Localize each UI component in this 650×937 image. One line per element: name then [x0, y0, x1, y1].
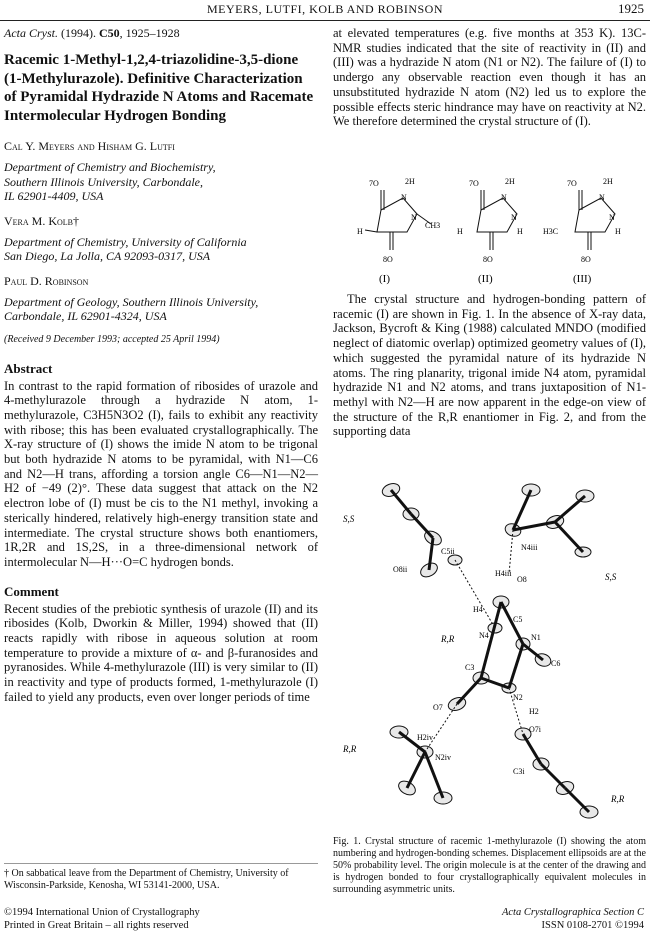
author-group-1: Cal Y. Meyers and Hisham G. Lutfi	[4, 139, 175, 153]
svg-text:N: N	[401, 193, 407, 202]
svg-text:N1: N1	[531, 633, 541, 642]
label-ss-right: S,S	[605, 572, 617, 582]
page-number: 1925	[618, 1, 644, 16]
svg-text:O8: O8	[517, 575, 527, 584]
footer-left: ©1994 International Union of Crystallography Printed in Great Britain – all rights reserved	[4, 907, 200, 931]
author-group-3: Paul D. Robinson	[4, 273, 89, 288]
caption-III: (III)	[573, 273, 592, 285]
affiliation-1: Department of Chemistry and Biochemistry, Southern Illinois University, Carbondale, IL 62901-4409, USA	[4, 160, 216, 203]
label-rr-center: R,R	[441, 634, 455, 644]
svg-text:H: H	[357, 227, 363, 236]
svg-text:N: N	[501, 193, 507, 202]
svg-text:N: N	[609, 213, 615, 222]
svg-text:H4: H4	[473, 605, 483, 614]
svg-text:O7i: O7i	[529, 725, 541, 734]
svg-text:7O: 7O	[369, 179, 379, 188]
left-column	[4, 26, 318, 705]
right-paragraph-2: The crystal structure and hydrogen-bonding pattern of racemic (I) are shown in Fig. 1. In the absence of X-ray data, Jackson, Bycroft & King (1988) calculated MNDO (modified neglect of diatomic overlap) optimized geometry values of (I), which suggested the pyramidal nature of its hydrazide N atoms. The ring planarity, trigonal imide N4 atom, pyramidal hydrazide N1 and N2 atoms, and trans juxtaposition of N1-methyl with N2—H are now apparent in the edge-on view of the structure of the R,R enantiomer in Fig. 2, and from the supporting data	[333, 292, 646, 439]
affiliation-2: Department of Chemistry, University of California San Diego, La Jolla, CA 92093-0317, USA	[4, 234, 247, 263]
svg-text:H2: H2	[529, 707, 539, 716]
abstract-heading: Abstract	[4, 360, 53, 376]
svg-text:N: N	[411, 213, 417, 222]
article-title: Racemic 1-Methyl-1,2,4-triazolidine-3,5-dione (1-Methylurazole). Definitive Characterization of Pyramidal Hydrazide N Atoms and Racemate Intermolecular Hydrogen Bonding	[4, 52, 314, 124]
chemical-structures	[333, 170, 646, 285]
svg-text:H: H	[517, 227, 523, 236]
svg-text:H3C: H3C	[543, 227, 559, 236]
svg-text:N4: N4	[479, 631, 489, 640]
svg-text:8O: 8O	[383, 255, 393, 264]
svg-text:N: N	[599, 193, 605, 202]
svg-text:N2iv: N2iv	[435, 753, 451, 762]
comment-heading: Comment	[4, 583, 59, 599]
svg-text:7O: 7O	[469, 179, 479, 188]
caption-II: (II)	[478, 273, 493, 285]
svg-text:O8ii: O8ii	[393, 565, 408, 574]
label-rr-left: R,R	[343, 744, 357, 754]
svg-text:CH3: CH3	[425, 221, 441, 230]
svg-text:C3i: C3i	[513, 767, 525, 776]
svg-text:O7: O7	[433, 703, 443, 712]
label-rr-right: R,R	[611, 794, 625, 804]
svg-text:N: N	[511, 213, 517, 222]
footnote: † On sabbatical leave from the Department of Chemistry, University of Wisconsin-Parkside, Kenosha, WI 53141-2000, USA.	[4, 863, 318, 892]
citation: Acta Cryst. (1994). C50, 1925–1928	[4, 26, 180, 40]
structure-III	[543, 177, 621, 264]
caption-I: (I)	[379, 273, 390, 285]
svg-text:H: H	[615, 227, 621, 236]
structure-I	[357, 177, 440, 264]
right-paragraph-1: at elevated temperatures (e.g. five months at 353 K). 13C-NMR studies indicated that the site of reactivity in (II) and (III) was a hydrazide N atom (N1 or N2). The failure of (I) to undergo any observable reaction even though it has an unsubstituted hydrazide N atom (N2) led us to explore the possible effects steric hindrance may have on reactivity at N2. We therefore determined the crystal structure of (I).	[333, 26, 646, 129]
svg-text:8O: 8O	[581, 255, 591, 264]
running-title: MEYERS, LUTFI, KOLB AND ROBINSON	[206, 2, 443, 16]
svg-text:H: H	[457, 227, 463, 236]
svg-text:C5ii: C5ii	[441, 547, 455, 556]
svg-text:N2: N2	[513, 693, 523, 702]
figure-caption: Fig. 1. Crystal structure of racemic 1-methylurazole (I) showing the atom numbering and hydrogen-bonding schemes. Displacement ellipsoids are at the 50% probability level. The origin molecule is at the center of the drawing and is hydrogen bonded to four crystallographically equivalent molecules in surrounding asymmetric units.	[333, 836, 646, 895]
author-group-2: Vera M. Kolb†	[4, 213, 80, 228]
svg-text:H4iii: H4iii	[495, 569, 512, 578]
svg-text:H2iv: H2iv	[417, 733, 433, 742]
svg-text:2H: 2H	[405, 177, 415, 186]
svg-text:C5: C5	[513, 615, 523, 624]
right-column-lower	[333, 292, 646, 439]
svg-text:C6: C6	[551, 659, 561, 668]
svg-text:8O: 8O	[483, 255, 493, 264]
svg-text:7O: 7O	[567, 179, 577, 188]
footer-right: Acta Crystallographica Section C ISSN 0108-2701 ©1994	[501, 907, 644, 931]
running-header	[0, 0, 650, 21]
label-ss-left: S,S	[343, 514, 355, 524]
svg-text:N4iii: N4iii	[521, 543, 538, 552]
svg-text:2H: 2H	[603, 177, 613, 186]
abstract-text: In contrast to the rapid formation of ribosides of urazole and 4-methylurazole through a hydrazide N atom, 1-methylurazole, C3H5N3O2 (I), fails to exhibit any reactivity with ribose; this has been evaluated crystallographically. The X-ray structure of (I) shows the imide N atom to be trigonal but both hydrazide N atoms to be pyramidal, with N1—C6 and N2—H trans, affording a torsion angle C6—N1—N2—H2 of −49 (2)°. These data suggest that attack on the N2 electron lobe of (I) must be cis to the N1 methyl, invoking a sterically hindered, relatively high-energy transition state and intermediate. The crystal structure shows both enantiomers, 1R,2R and 1S,2S, in a three-dimensional network of intermolecular N—H···O=C hydrogen bonds.	[4, 378, 318, 569]
affiliation-3: Department of Geology, Southern Illinois University, Carbondale, IL 62901-4324, USA	[4, 294, 259, 323]
comment-text: Recent studies of the prebiotic synthesis of urazole (II) and its ribosides (Kolb, Dworkin & Miller, 1994) showed that (II) reacts rapidly with ribose in aqueous solution at room temperature to provide a mixture of α- and β-furanosides and pyranosides. While 4-methylurazole (III) is very similar to (II) in reactivity and type of products formed, 1-methylurazole (I) failed to yield any products, even over longer periods of time	[4, 601, 318, 704]
right-column	[333, 26, 646, 129]
received-dates: (Received 9 December 1993; accepted 25 April 1994)	[4, 333, 220, 345]
crystal-structure-figure	[333, 452, 646, 830]
svg-text:2H: 2H	[505, 177, 515, 186]
svg-text:C3: C3	[465, 663, 475, 672]
structure-II	[457, 177, 523, 264]
